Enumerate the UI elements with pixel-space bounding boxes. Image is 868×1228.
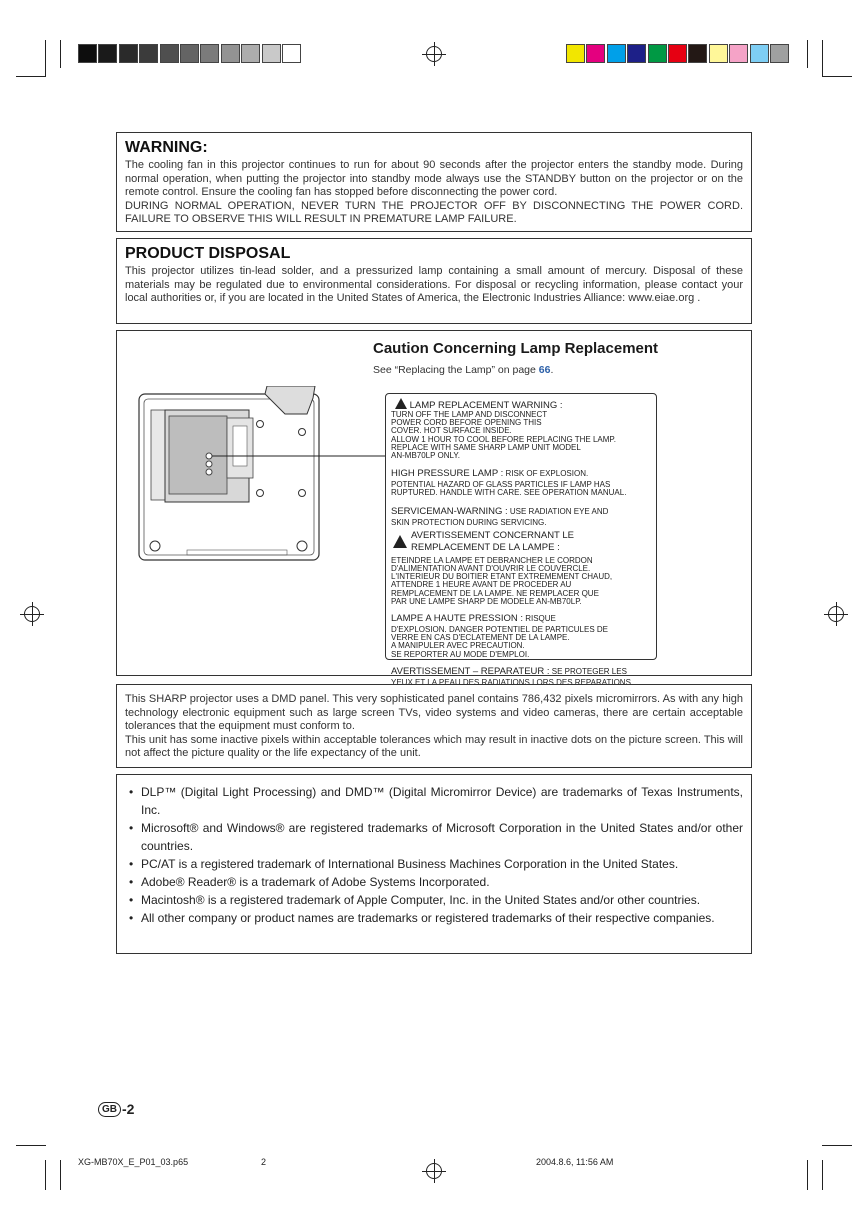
color-swatch: [586, 44, 605, 63]
warning-title: WARNING:: [125, 139, 208, 156]
registration-mark-icon: [426, 1163, 442, 1179]
color-swatch: [770, 44, 789, 63]
projector-bottom-illustration: [137, 386, 387, 564]
crop-mark: [807, 1160, 808, 1190]
gray-swatch: [221, 44, 240, 63]
page-number-value: -2: [122, 1101, 135, 1117]
color-swatch: [729, 44, 748, 63]
trademark-list: [123, 783, 743, 927]
caution-reference: See “Replacing the Lamp” on page 66.: [373, 364, 554, 376]
dmd-text-2: This unit has some inactive pixels within acceptable tolerances which may result in inactive dots on the picture screen. This will not affect the picture quality or the life expectancy of the unit.: [125, 733, 743, 759]
list-item: • Macintosh® is a registered trademark of Apple Computer, Inc. in the United States and/or other countries.: [123, 891, 743, 909]
warning-text-1: The cooling fan in this projector continues to run for about 90 seconds after the projector enters the standby mode. During normal operation, when putting the projector into standby mode always use the STANDBY button on the projector or on the remote control. Ensure the cooling fan has stopped before disconnecting the power cord.: [125, 159, 743, 198]
crop-mark: [807, 40, 808, 68]
serviceman-text: SKIN PROTECTION DURING SERVICING.: [391, 517, 547, 527]
gray-swatch: [139, 44, 158, 63]
lamp-warning-label: [385, 393, 657, 687]
fr-lamp-warning-text: ETEINDRE LA LAMPE ET DEBRANCHER LE CORDON D'ALIMENTATION AVANT D'OUVRIR LE COUVERCLE. L'INTERIEUR DU BOITIER ETANT EXTREMEMENT CHAUD, ATTENDRE 1 HEURE AVANT DE PROCEDER AU REMPLACEMENT DE LA LAMPE. NE REMPLACER QUE PAR UNE LAMPE SHARP DE MODELE AN-MB70LP.: [391, 555, 613, 606]
lamp-caution-box: [116, 330, 752, 687]
crop-mark: [60, 40, 61, 68]
serviceman-heading: SERVICEMAN-WARNING : USE RADIATION EYE AND: [391, 505, 609, 517]
color-swatch: [607, 44, 626, 63]
crop-mark: [60, 1160, 61, 1190]
fr-high-pressure-heading: LAMPE A HAUTE PRESSION : RISQUE: [391, 613, 556, 625]
trademarks-box: [116, 774, 752, 954]
high-pressure-heading: HIGH PRESSURE LAMP : RISK OF EXPLOSION.: [391, 468, 589, 480]
warning-text-2: DURING NORMAL OPERATION, NEVER TURN THE PROJECTOR OFF BY DISCONNECTING THE POWER CORD. FAILURE TO OBSERVE THIS WILL RESULT IN PREMATURE LAMP FAILURE.: [125, 199, 743, 225]
region-badge: GB: [98, 1102, 121, 1117]
color-swatch: [566, 44, 585, 63]
gray-swatch: [282, 44, 301, 63]
gray-swatch: [262, 44, 281, 63]
gray-swatch: [78, 44, 97, 63]
warning-box: [116, 132, 752, 232]
footer-filename: XG-MB70X_E_P01_03.p65: [78, 1157, 189, 1167]
color-swatch: [668, 44, 687, 63]
high-pressure-text: POTENTIAL HAZARD OF GLASS PARTICLES IF LAMP HAS RUPTURED. HANDLE WITH CARE. SEE OPERATION MANUAL.: [391, 480, 627, 498]
crop-mark: [822, 1145, 852, 1146]
crop-mark: [822, 40, 823, 76]
disposal-title: PRODUCT DISPOSAL: [125, 245, 291, 262]
registration-mark-icon: [426, 46, 442, 62]
color-swatch: [750, 44, 769, 63]
crop-mark: [45, 1160, 46, 1190]
footer-date: 2004.8.6, 11:56 AM: [536, 1157, 614, 1167]
registration-mark-icon: [24, 606, 40, 622]
fr-serviceman-heading: AVERTISSEMENT – REPARATEUR : SE PROTEGER LES: [391, 665, 627, 677]
crop-mark: [45, 40, 46, 76]
crop-mark: [16, 76, 46, 77]
product-disposal-box: [116, 238, 752, 324]
warning-triangle-icon: [395, 398, 407, 409]
color-swatch: [627, 44, 646, 63]
gray-swatch: [98, 44, 117, 63]
footer-page: 2: [261, 1157, 267, 1167]
gray-swatch: [160, 44, 179, 63]
list-item: • Microsoft® and Windows® are registered trademarks of Microsoft Corporation in the United States and/or other countries.: [123, 819, 743, 855]
list-item: • PC/AT is a registered trademark of International Business Machines Corporation in the United States.: [123, 855, 743, 873]
list-item: • Adobe® Reader® is a trademark of Adobe Systems Incorporated.: [123, 873, 743, 891]
fr-serviceman-text: YEUX ET LA PEAU DES RADIATIONS LORS DES REPARATIONS.: [391, 677, 634, 687]
color-swatch: [709, 44, 728, 63]
gray-swatch: [180, 44, 199, 63]
crop-mark: [16, 1145, 46, 1146]
warning-triangle-icon: [393, 535, 407, 548]
crop-mark: [822, 1160, 823, 1190]
page-link[interactable]: 66: [538, 364, 551, 376]
disposal-text: This projector utilizes tin-lead solder, and a pressurized lamp containing a small amount of mercury. Disposal of these materials may be regulated due to environmental considerations. For disposal or recycling information, please contact your local authorities or, if you are located in the United States of America, the Electronic Industries Alliance: www.eiae.org .: [125, 265, 743, 304]
color-swatch: [648, 44, 667, 63]
list-item: • DLP™ (Digital Light Processing) and DMD™ (Digital Micromirror Device) are trademarks of Texas Instruments, Inc.: [123, 783, 743, 819]
page-number: [98, 1101, 134, 1117]
fr-high-pressure-text: D'EXPLOSION. DANGER POTENTIEL DE PARTICULES DE VERRE EN CAS D'ECLATEMENT DE LA LAMPE. A MANIPULER AVEC PRECAUTION. SE REPORTER AU MODE D'EMPLOI.: [391, 625, 608, 659]
color-swatch: [688, 44, 707, 63]
gray-swatch: [241, 44, 260, 63]
caution-title: Caution Concerning Lamp Replacement: [373, 340, 659, 357]
dmd-panel-box: [116, 684, 752, 768]
lamp-warning-text: TURN OFF THE LAMP AND DISCONNECT POWER CORD BEFORE OPENING THIS COVER. HOT SURFACE INSIDE. ALLOW 1 HOUR TO COOL BEFORE REPLACING THE LAMP. REPLACE WITH SAME SHARP LAMP UNIT MODEL AN-MB70LP ONLY.: [391, 410, 616, 461]
crop-mark: [822, 76, 852, 77]
gray-swatch: [119, 44, 138, 63]
registration-mark-icon: [828, 606, 844, 622]
lamp-warning-heading: LAMP REPLACEMENT WARNING :: [395, 398, 651, 411]
gray-swatch: [200, 44, 219, 63]
list-item: • All other company or product names are trademarks or registered trademarks of their respective companies.: [123, 909, 743, 927]
dmd-text-1: This SHARP projector uses a DMD panel. This very sophisticated panel contains 786,432 pixels micromirrors. As with any high technology electronic equipment such as large screen TVs, video systems and video cameras, there are certain acceptable tolerances that the equipment must conform to.: [125, 693, 743, 732]
fr-lamp-warning-heading: AVERTISSEMENT CONCERNANT LE REMPLACEMENT DE LA LAMPE :: [391, 530, 651, 554]
